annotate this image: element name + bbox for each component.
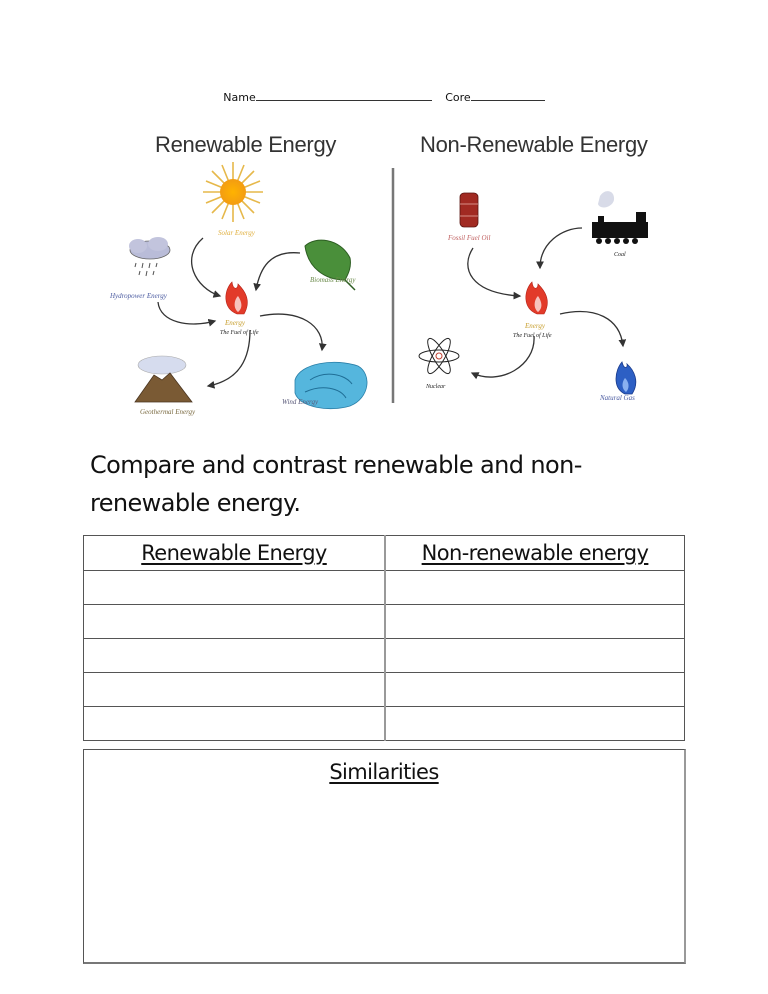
name-core-line <box>0 90 768 104</box>
table-row <box>84 639 685 673</box>
table-row <box>84 673 685 707</box>
energy-diagram <box>100 118 680 430</box>
name-blank[interactable] <box>256 90 432 101</box>
natural-gas-label: Natural Gas <box>600 394 635 402</box>
non-renewable-cell[interactable] <box>385 707 685 741</box>
table-row <box>84 707 685 741</box>
flame-icon <box>526 282 548 314</box>
solar-label: Solar Energy <box>218 229 255 237</box>
hydropower-label: Hydropower Energy <box>110 292 167 300</box>
compare-table <box>83 535 685 741</box>
gas-flame-icon <box>616 362 636 394</box>
similarities-title: Similarities <box>329 760 439 784</box>
renewable-cell[interactable] <box>84 571 386 605</box>
non-renewable-cell[interactable] <box>385 571 685 605</box>
similarities-box[interactable] <box>83 749 686 964</box>
sun-icon <box>203 162 263 222</box>
header-non-renewable: Non-renewable energy <box>385 536 685 571</box>
energy-center-label: Energy <box>525 322 545 330</box>
energy-center-label: Energy <box>225 319 245 327</box>
non-renewable-cell[interactable] <box>385 639 685 673</box>
renewable-title: Renewable Energy <box>155 132 337 157</box>
fuel-of-life-label: The Fuel of Life <box>220 330 259 336</box>
non-renewable-panel <box>419 132 648 402</box>
geothermal-label: Geothermal Energy <box>140 408 196 416</box>
header-renewable: Renewable Energy <box>84 536 386 571</box>
non-renewable-cell[interactable] <box>385 605 685 639</box>
biomass-label: Biomass Energy <box>310 276 356 284</box>
instructions <box>90 446 650 522</box>
fossil-fuel-label: Fossil Fuel Oil <box>448 234 491 242</box>
fuel-of-life-label: The Fuel of Life <box>513 333 552 339</box>
table-header-row <box>84 536 685 571</box>
renewable-cell[interactable] <box>84 639 386 673</box>
non-renewable-title: Non-Renewable Energy <box>420 132 648 157</box>
instructions-line-2: renewable energy. <box>90 489 301 517</box>
renewable-cell[interactable] <box>84 673 386 707</box>
atom-icon <box>419 336 459 377</box>
name-label: Name <box>223 91 256 104</box>
coal-label: Coal <box>614 252 626 258</box>
rain-cloud-icon <box>129 237 170 276</box>
instructions-line-1: Compare and contrast renewable and non- <box>90 451 582 479</box>
nuclear-label: Nuclear <box>426 384 446 390</box>
table-row <box>84 571 685 605</box>
wind-label: Wind Energy <box>282 398 319 406</box>
core-blank[interactable] <box>471 90 545 101</box>
core-label: Core <box>445 91 471 104</box>
renewable-panel <box>109 132 367 416</box>
volcano-icon <box>135 356 192 402</box>
steam-train-icon <box>592 191 648 244</box>
flame-icon <box>226 282 248 314</box>
non-renewable-cell[interactable] <box>385 673 685 707</box>
renewable-cell[interactable] <box>84 707 386 741</box>
oil-barrel-icon <box>460 193 478 227</box>
renewable-cell[interactable] <box>84 605 386 639</box>
table-row <box>84 605 685 639</box>
